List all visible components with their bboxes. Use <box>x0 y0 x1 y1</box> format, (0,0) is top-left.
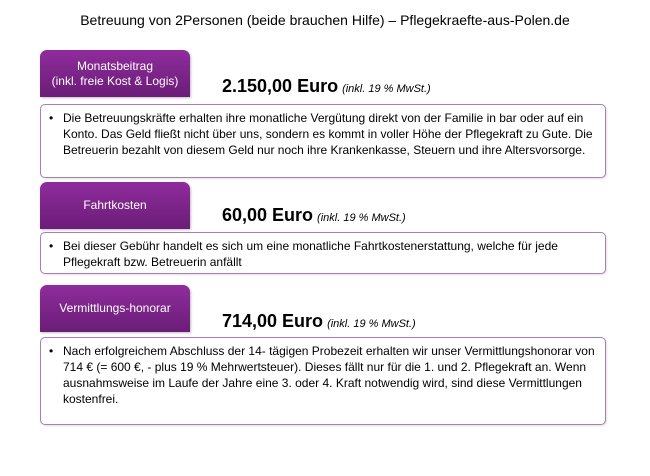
price-note: (inkl. 19 % MwSt.) <box>327 318 416 330</box>
page-title: Betreuung von 2Personen (beide brauchen Hilfe) – Pflegekraefte-aus-Polen.de <box>80 12 570 28</box>
tab-label: Vermittlungs-honorar <box>59 301 171 315</box>
description-box-fahrtkosten <box>40 232 606 274</box>
tab-vermittlungshonorar <box>40 285 190 332</box>
price-amount: 714,00 Euro <box>222 311 324 331</box>
price-fahrtkosten <box>222 205 406 226</box>
price-amount: 60,00 Euro <box>222 205 314 225</box>
price-note: (inkl. 19 % MwSt.) <box>342 83 431 95</box>
description-text: Nach erfolgreichem Abschluss der 14- tägigen Probezeit erhalten wir unser Vermittlungshonorar von 714 € (= 600 €, - plus 19 % Mehrwertsteuer). Dieses fällt nur für die 1. und 2. Pflegekraft an. Wenn ausnahmsweise im Laufe der Jahre eine 3. oder 4. Kraft notwendig wird, sind diese Vermittlungen kostenfrei. <box>63 344 595 406</box>
description-text: Die Betreuungskräfte erhalten ihre monatliche Vergütung direkt von der Familie in bar oder auf ein Konto. Das Geld fließt nicht über uns, sondern es kommt in voller Höhe der Pflegekraft zu Gute. Die Betreuerin bezahlt von diesem Geld nur noch ihre Krankenkasse, Steuern und ihre Altersvorsorge. <box>63 111 593 157</box>
bullet: • <box>49 239 54 253</box>
description-box-vermittlungshonorar <box>40 337 606 425</box>
price-amount: 2.150,00 Euro <box>222 76 339 96</box>
tab-label-line-2: (inkl. freie Kost & Logis) <box>51 73 179 88</box>
price-vermittlungshonorar <box>222 311 416 332</box>
description-box-monatsbeitrag <box>40 104 606 178</box>
tab-fahrtkosten <box>40 182 190 229</box>
price-monatsbeitrag <box>222 76 431 97</box>
bullet: • <box>49 344 54 358</box>
tab-label: Fahrtkosten <box>83 198 147 212</box>
tab-monatsbeitrag <box>40 50 190 97</box>
tab-label-line-1: Monatsbeitrag <box>76 58 154 73</box>
description-text: Bei dieser Gebühr handelt es sich um eine monatliche Fahrtkostenerstattung, welche für jede Pflegekraft bzw. Betreuerin anfällt <box>63 239 558 269</box>
bullet: • <box>49 111 54 125</box>
price-note: (inkl. 19 % MwSt.) <box>317 212 406 224</box>
